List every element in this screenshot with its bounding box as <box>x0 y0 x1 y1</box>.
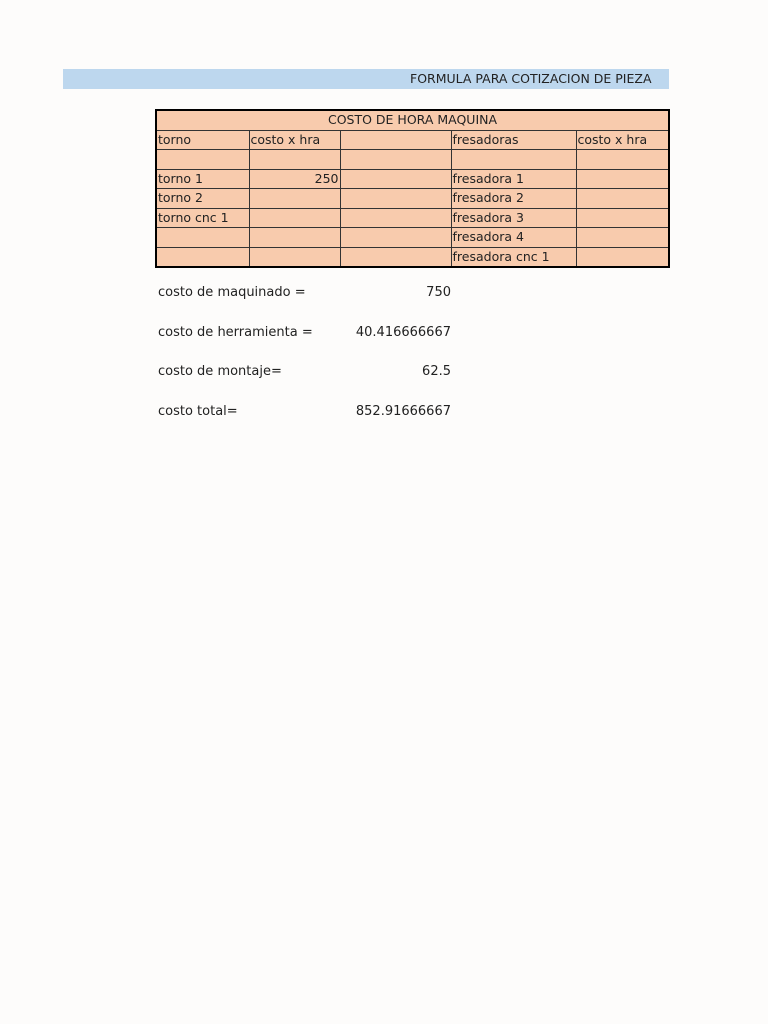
table-row <box>156 189 669 209</box>
machine-hour-cost-table <box>155 109 670 268</box>
header-cell[interactable]: torno <box>156 130 249 150</box>
table-cell[interactable] <box>340 247 451 267</box>
table-cell[interactable] <box>576 189 669 209</box>
table-cell[interactable]: torno 2 <box>156 189 249 209</box>
header-cell[interactable] <box>340 130 451 150</box>
summary-value[interactable]: 40.416666667 <box>355 324 451 340</box>
table-cell[interactable] <box>576 169 669 189</box>
assembly-cost-row <box>158 364 453 404</box>
table-cell[interactable] <box>249 189 340 209</box>
table-row <box>156 150 669 170</box>
table-title-row <box>156 110 669 130</box>
table-cell[interactable]: fresadora 4 <box>451 228 576 248</box>
table-cell[interactable]: torno 1 <box>156 169 249 189</box>
total-cost-row <box>158 404 453 444</box>
table-cell[interactable]: fresadora 3 <box>451 208 576 228</box>
table-cell[interactable] <box>249 247 340 267</box>
table-cell[interactable] <box>576 228 669 248</box>
summary-label[interactable]: costo de herramienta = <box>158 324 313 340</box>
table-cell[interactable] <box>340 189 451 209</box>
table-cell[interactable] <box>340 150 451 170</box>
table-cell[interactable] <box>249 150 340 170</box>
machining-cost-row <box>158 285 453 325</box>
table-row <box>156 208 669 228</box>
header-cell[interactable]: fresadoras <box>451 130 576 150</box>
table-cell[interactable] <box>340 228 451 248</box>
banner-title: FORMULA PARA COTIZACION DE PIEZA <box>410 71 652 86</box>
summary-label[interactable]: costo de montaje= <box>158 364 282 379</box>
table-cell[interactable]: 250 <box>249 169 340 189</box>
cost-summary <box>158 285 453 443</box>
table-cell[interactable] <box>156 247 249 267</box>
table-cell[interactable]: fresadora 2 <box>451 189 576 209</box>
table-row <box>156 247 669 267</box>
table-header-row <box>156 130 669 150</box>
title-banner <box>63 69 669 89</box>
table-cell[interactable] <box>576 208 669 228</box>
table-cell[interactable] <box>156 150 249 170</box>
table-row <box>156 169 669 189</box>
tooling-cost-row <box>158 325 453 365</box>
table-title: COSTO DE HORA MAQUINA <box>156 110 669 130</box>
table-cell[interactable]: fresadora 1 <box>451 169 576 189</box>
table-cell[interactable] <box>249 208 340 228</box>
table-cell[interactable] <box>576 150 669 170</box>
summary-value[interactable]: 852.91666667 <box>355 403 451 419</box>
table-cell[interactable] <box>576 247 669 267</box>
summary-label[interactable]: costo total= <box>158 403 238 419</box>
summary-value[interactable]: 62.5 <box>422 364 451 379</box>
header-cell[interactable]: costo x hra <box>576 130 669 150</box>
header-cell[interactable]: costo x hra <box>249 130 340 150</box>
table-cell[interactable]: torno cnc 1 <box>156 208 249 228</box>
summary-label[interactable]: costo de maquinado = <box>158 285 306 300</box>
table-cell[interactable] <box>340 169 451 189</box>
table-cell[interactable] <box>451 150 576 170</box>
table-cell[interactable] <box>249 228 340 248</box>
summary-value[interactable]: 750 <box>426 285 451 300</box>
table-cell[interactable] <box>340 208 451 228</box>
table-row <box>156 228 669 248</box>
table-cell[interactable] <box>156 228 249 248</box>
table-cell[interactable]: fresadora cnc 1 <box>451 247 576 267</box>
